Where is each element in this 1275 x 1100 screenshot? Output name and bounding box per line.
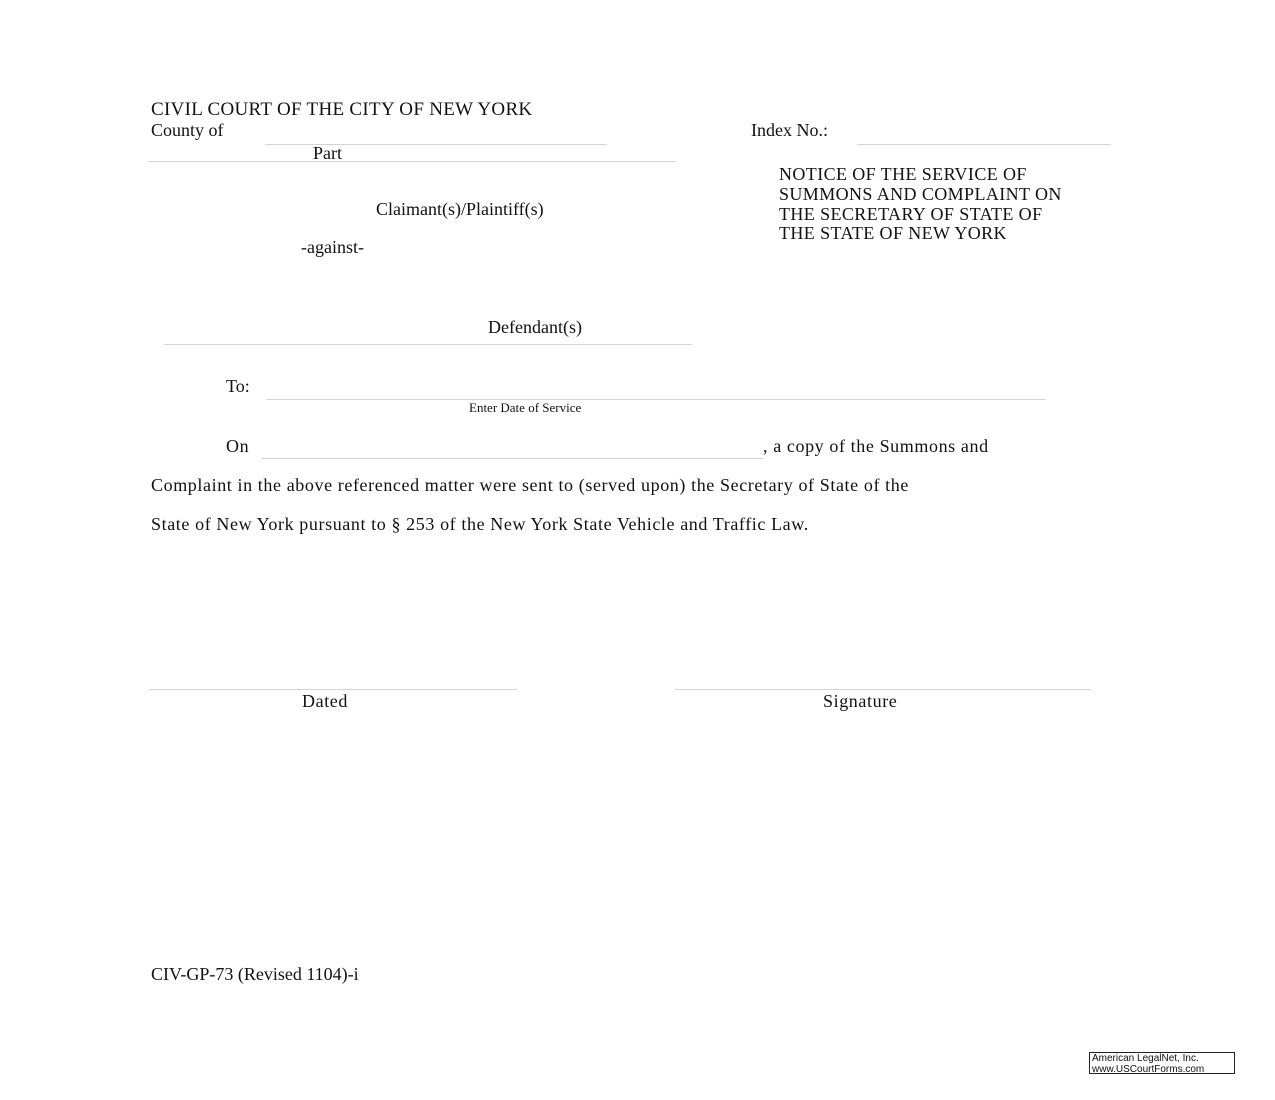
notice-title-line: THE SECRETARY OF STATE OF	[779, 203, 1043, 224]
body-line3: State of New York pursuant to § 253 of the New York State Vehicle and Traffic Law.	[151, 514, 809, 534]
defendant-divider	[164, 344, 692, 345]
county-label: County of	[151, 120, 224, 140]
publisher-name: American LegalNet, Inc.	[1092, 1053, 1199, 1064]
body-line2: Complaint in the above referenced matter were sent to (served upon) the Secretary of State of the	[151, 475, 909, 495]
county-input[interactable]	[265, 124, 607, 145]
date-of-service-input[interactable]	[262, 438, 764, 459]
court-title: CIVIL COURT OF THE CITY OF NEW YORK	[151, 99, 533, 120]
dated-input[interactable]	[149, 669, 517, 690]
notice-title-line: THE STATE OF NEW YORK	[779, 223, 1007, 244]
index-label: Index No.:	[751, 120, 828, 140]
notice-title-line: SUMMONS AND COMPLAINT ON	[779, 183, 1062, 204]
index-number-input[interactable]	[857, 124, 1111, 145]
notice-title-line: NOTICE OF THE SERVICE OF	[779, 164, 1027, 184]
caption-divider	[148, 161, 676, 162]
to-input[interactable]	[266, 379, 1046, 400]
part-label: Part	[313, 143, 342, 163]
body-line1: , a copy of the Summons and	[763, 436, 989, 456]
form-id: CIV-GP-73 (Revised 1104)-i	[151, 964, 359, 984]
against-label: -against-	[301, 237, 364, 257]
dated-label: Dated	[302, 691, 348, 711]
publisher-badge	[1089, 1052, 1235, 1074]
defendant-label: Defendant(s)	[488, 317, 582, 337]
on-label: On	[226, 436, 250, 456]
signature-label: Signature	[823, 691, 898, 711]
date-of-service-hint: Enter Date of Service	[469, 400, 582, 415]
notice-title	[779, 165, 1062, 244]
to-label: To:	[226, 376, 250, 396]
plaintiff-label: Claimant(s)/Plaintiff(s)	[376, 199, 544, 219]
signature-input[interactable]	[675, 669, 1091, 690]
publisher-url: www.USCourtForms.com	[1092, 1063, 1205, 1075]
